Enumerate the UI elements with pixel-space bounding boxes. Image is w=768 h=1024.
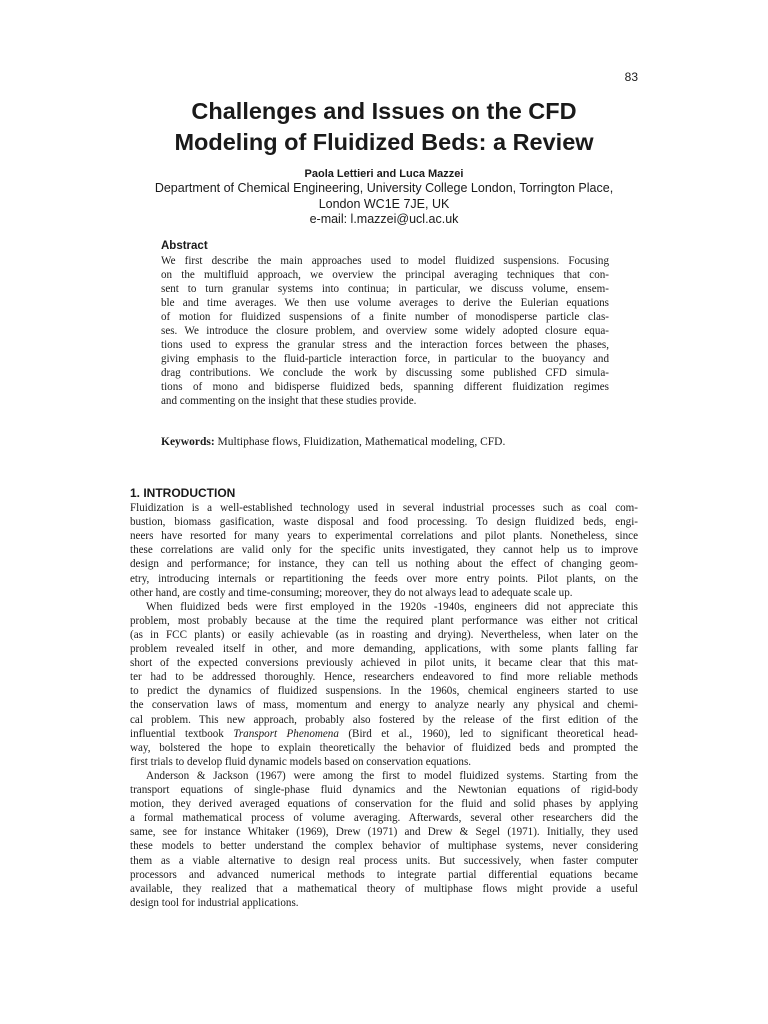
- email: e-mail: l.mazzei@ucl.ac.uk: [309, 212, 459, 226]
- affiliation-line: Department of Chemical Engineering, University College London, Torrington Place,: [154, 181, 614, 195]
- body-line: problem, most probably because at the time the required plant performance was either not critical: [130, 614, 638, 627]
- body-line: short of the expected conversions previously achieved in pilot units, it became clear that this mat-: [130, 657, 638, 670]
- title-line: Modeling of Fluidized Beds: a Review: [174, 129, 594, 155]
- body-line: bustion, biomass gasification, waste disposal and food processing. To design fluidized beds, engi-: [130, 516, 638, 529]
- page-number: 83: [624, 70, 638, 84]
- body-line: motion, they derived averaged equations of conservation for the fluid and solid phases by applying: [130, 798, 638, 811]
- paper-title: [110, 96, 658, 158]
- body-line: cal problem. This new approach, probably also fostered by the release of the first edition of the: [130, 713, 638, 726]
- keywords: [161, 436, 505, 448]
- abstract-line: ses. We introduce the closure problem, and overview some widely adopted closure equa-: [161, 325, 609, 337]
- section-heading: 1. INTRODUCTION: [130, 486, 236, 500]
- body-line: them as a viable alternative to design real process units. But successively, when faster computer: [130, 854, 638, 867]
- body-line: When fluidized beds were first employed in the 1920s -1940s, engineers did not appreciate this: [146, 600, 638, 613]
- body-line: ter had to be addressed thoroughly. Hence, researchers endeavored to find more reliable methods: [130, 671, 638, 684]
- authors: Paola Lettieri and Luca Mazzei: [304, 168, 464, 180]
- body-line: Anderson & Jackson (1967) were among the first to model fluidized systems. Starting from the: [146, 769, 638, 782]
- abstract-heading: Abstract: [161, 240, 208, 252]
- body-line: first trials to develop fluid dynamic models based on conservation equations.: [130, 755, 472, 768]
- body-line: a formal mathematical process of volume averaging. Afterwards, several other researchers did the: [130, 812, 638, 825]
- abstract-line: tions of mono and bidisperse fluidized beds, spanning different fluidization regimes: [161, 381, 609, 393]
- body-line: to predict the dynamics of fluidized suspensions. In the 1960s, chemical engineers started to use: [130, 685, 638, 698]
- abstract-line: on the multifluid approach, we overview the principal averaging techniques that con-: [161, 269, 609, 281]
- abstract-line: giving emphasis to the fluid-particle interaction force, in particular to the buoyancy and: [161, 353, 609, 365]
- body-line: etry, introducing internals or repartitioning the feeds over more entry points. Pilot plants, on the: [130, 572, 638, 585]
- abstract-line: sent to turn granular systems into continua; in particular, we discuss volume, ensem-: [161, 283, 609, 295]
- abstract-line: ble and time averages. We then use volume averages to derive the Eulerian equations: [161, 297, 609, 309]
- title-line: Challenges and Issues on the CFD: [191, 98, 577, 124]
- body-line: processors and advanced numerical methods to integrate partial differential equations became: [130, 868, 638, 881]
- body-line: way, bolstered the hope to explain theoretically the behavior of fluidized beds and prompted the: [130, 741, 638, 754]
- body-line: influential textbook Transport Phenomena (Bird et al., 1960), led to significant theoretical head-: [130, 727, 638, 740]
- body-line: these correlations are valid only for the specific units investigated, they cannot help us to improve: [130, 544, 638, 557]
- body-line: Fluidization is a well-established technology used in several industrial processes such as coal com-: [130, 502, 638, 514]
- body-line: these models to better understand the complex behavior of multiphase systems, never considering: [130, 840, 638, 853]
- body-line: available, they realized that a mathematical theory of multiphase flows might provide a useful: [130, 882, 638, 895]
- body-line: design and performance; for instance, they can tell us nothing about the effect of changing geom-: [130, 558, 638, 571]
- body-line: design tool for industrial applications.: [130, 896, 299, 909]
- body-line: same, see for instance Whitaker (1969), Drew (1971) and Drew & Segel (1971). Initially, they used: [130, 826, 638, 839]
- keywords-label: Keywords:: [161, 436, 215, 448]
- book-title: Transport Phenomena: [233, 727, 339, 740]
- body-line: (as in FCC plants) or easily achievable (as in roasting and drying). Nevertheless, when later on the: [130, 628, 638, 641]
- body-line: transport equations of single-phase fluid dynamics and the Newtonian equations of rigid-body: [130, 784, 638, 796]
- affiliation: [110, 181, 658, 228]
- body-line: the conservation laws of mass, momentum and energy to analyze nearly any physical and chemi-: [130, 699, 638, 712]
- affiliation-line: London WC1E 7JE, UK: [318, 196, 450, 211]
- abstract-line: drag contributions. We conclude the work by discussing some published CFD simula-: [161, 367, 609, 379]
- abstract-line: We first describe the main approaches used to model fluidized suspensions. Focusing: [161, 255, 609, 267]
- abstract-line: of motion for fluidized suspensions of a finite number of monodisperse particle clas-: [161, 311, 609, 323]
- abstract-line: and commenting on the insight that these studies provide.: [161, 395, 417, 407]
- body-line: other hand, are costly and time-consuming; moreover, they do not always lead to adequate scale up.: [130, 586, 573, 599]
- keywords-text: Multiphase flows, Fluidization, Mathematical modeling, CFD.: [214, 436, 506, 448]
- body-line: problem revealed itself in other, and more demanding, applications, with some plants falling far: [130, 643, 638, 655]
- abstract-line: tions used to express the granular stress and the interaction forces between the phases,: [161, 339, 609, 351]
- body-line: neers have resorted for many years to experimental correlations and pilot plants. Nonetheless, since: [130, 530, 638, 543]
